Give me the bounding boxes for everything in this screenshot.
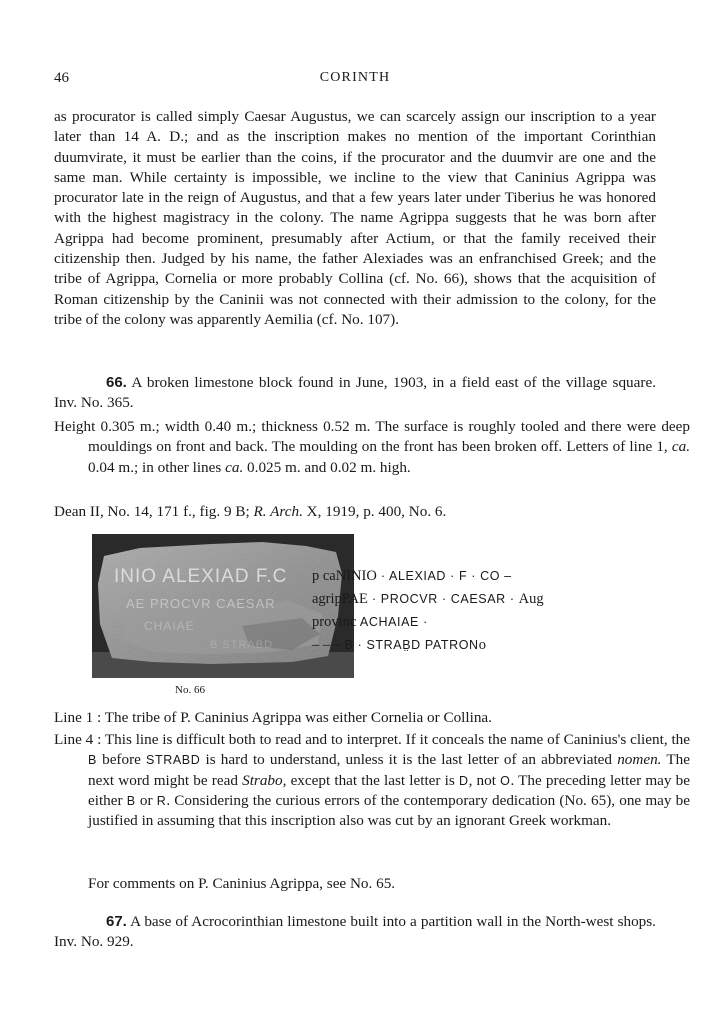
stone-line-2: AE PROCVR CAESAR [126, 596, 276, 611]
note4-o: O [500, 773, 511, 788]
inscription-line-3 [312, 611, 544, 634]
note4-text-d: The next word might be read [88, 751, 690, 789]
stone-line-1: INIO ALEXIAD F.C [114, 566, 288, 587]
insc-2-lower: agripPAE [312, 591, 368, 607]
insc-2-end: Aug [518, 591, 544, 607]
entry-67-number: 67. [106, 913, 127, 930]
ref-journal: R. Arch. [253, 503, 303, 520]
entry-67-text: A base of Acrocorinthian limestone built into a partition wall in the North-west shops. Inv. No. 929. [54, 913, 656, 951]
inscription-line-4 [312, 634, 544, 657]
note4-text-b: before [96, 751, 147, 769]
note4-d: D [458, 773, 469, 788]
note-line-4 [54, 730, 690, 831]
note4-b: B [88, 753, 97, 768]
insc-2-upper: · PROCVR · CAESAR · [367, 592, 519, 606]
entry-66-heading [54, 373, 656, 414]
note4-text-e: except that the last letter is [286, 771, 459, 789]
note4-text-h: or [135, 791, 157, 809]
insc-3-lower: provinc [312, 614, 360, 630]
note4-text-f: , not [468, 771, 501, 789]
inscription-line-2 [312, 588, 544, 611]
note4-r: R [156, 793, 167, 808]
ca-abbrev: ca. [225, 458, 244, 476]
note4-nomen: nomen. [617, 751, 662, 769]
dims-text-a: Height 0.305 m.; width 0.40 m.; thickness 0.52 m. The surface is roughly tooled and there were deep mouldings on front and back. The moulding on the front has been broken off. Letters of line 1, [54, 418, 690, 456]
ref-text-b: X, 1919, p. 400, No. 6. [302, 503, 447, 520]
comments-note: For comments on P. Caninius Agrippa, see No. 65. [88, 875, 396, 892]
note4-a: Line 4 : This line is difficult both to read and to interpret. If it conceals the name of Caninius's client, the [54, 731, 690, 748]
inscription-transcription [312, 565, 544, 657]
note4-text-c: is hard to understand, unless it is the last letter of an abbreviated [200, 751, 618, 769]
insc-4-end: o [478, 637, 486, 653]
note-line-1: Line 1 : The tribe of P. Caninius Agrippa was either Cornelia or Collina. [54, 709, 492, 726]
figure-caption: No. 66 [175, 684, 205, 696]
page-header [54, 70, 656, 90]
entry-66-dimensions [54, 417, 690, 478]
dims-text-b: 0.04 m.; in other lines [88, 458, 226, 476]
note4-strabo: Strabo, [242, 771, 287, 789]
note4-text-g: . The preceding letter may be either [88, 771, 690, 809]
running-title: CORINTH [319, 70, 391, 85]
ca-abbrev: ca. [671, 438, 690, 456]
entry-66-text: A broken limestone block found in June, 1903, in a field east of the village square. Inv. No. 365. [54, 374, 656, 412]
ref-text-a: Dean II, No. 14, 171 f., fig. 9 B; [54, 503, 254, 520]
stone-line-4: B STRABD [210, 639, 274, 651]
stone-line-3: CHAIAE [144, 619, 195, 633]
entry-66-references [54, 502, 656, 522]
note4-text-i: . Considering the curious errors of the contemporary dedication (No. 65), one may be justified in assuming that this inscription also was cut by an ignorant Greek workman. [88, 791, 690, 830]
entry-66-number: 66. [106, 374, 127, 391]
note4-b2: B [126, 793, 136, 808]
insc-1-lower: p caNINIO [312, 568, 377, 584]
dims-text-c: 0.025 m. and 0.02 m. high. [243, 458, 411, 476]
paragraph-continued: as procurator is called simply Caesar Augustus, we can scarcely assign our inscription to a year later than 14 A. D.; and as the inscription makes no mention of the important Corinthian duumvirate, it must be earlier than the coins, if the procurator and the duumvir are one and the same man. While certainty is impossible, we incline to the view that Caninius Agrippa was procurator late in the reign of Augustus, and that a few years later under Tiberius he was honored with the highest magistracy in the colony. The name Agrippa suggests that he was born after Agrippa had become prominent, presumably after Actium, or that the family received their citizenship then. Judged by his name, the father Alexiades was an enfranchised Greek; and the tribe of Agrippa, Cornelia or more probably Collina (cf. No. 66), shows that the acquisition of Roman citizenship by the Caninii was not connected with their admission to the colony, for the tribe of the colony was apparently Aemilia (cf. No. 107). [54, 108, 656, 328]
insc-1-upper: · ALEXIAD · F · CO – [376, 569, 512, 583]
insc-3-upper: ACHAIAE · [359, 615, 428, 629]
insc-4-upper: B · STRAB̤D PATRON [344, 638, 479, 652]
entry-67-heading [54, 912, 656, 953]
page-number: 46 [54, 70, 69, 86]
insc-4-dash: – – – [312, 637, 345, 653]
note4-strabd: STRABD [146, 753, 201, 768]
inscription-line-1 [312, 565, 544, 588]
